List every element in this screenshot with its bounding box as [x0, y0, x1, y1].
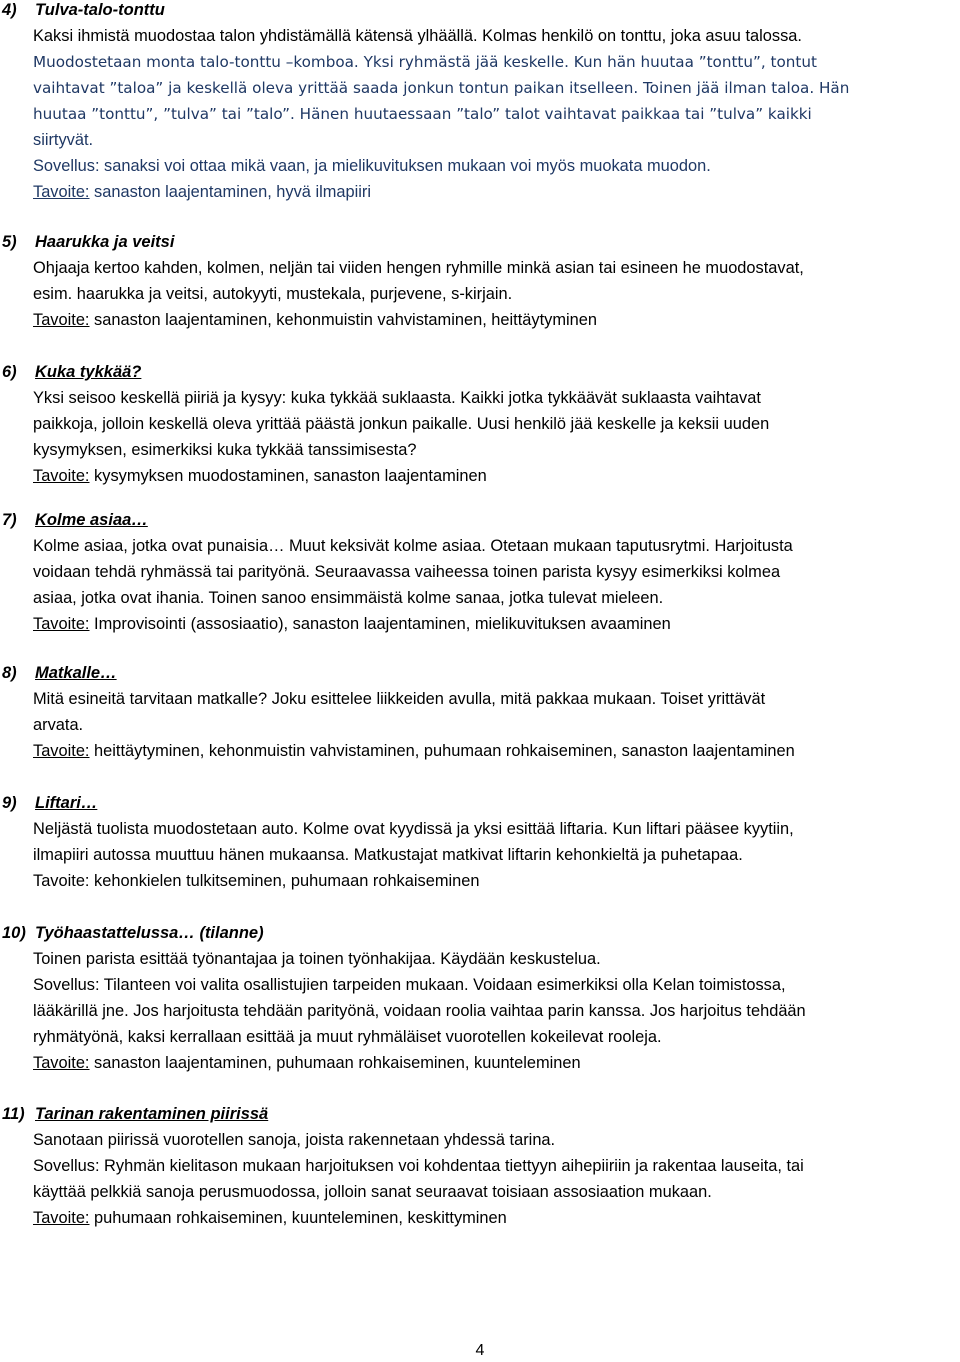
text-line: kysymyksen, esimerkiksi kuka tykkää tanssimisesta? [33, 441, 417, 459]
text-line: voidaan tehdä ryhmässä tai parityönä. Seuraavassa vaiheessa toinen parista kysyy esimerkiksi kolmea [33, 563, 781, 581]
goal-line [33, 1205, 958, 1231]
section-title: Liftari… [35, 794, 98, 812]
goal-label: Tavoite: [33, 1209, 90, 1227]
goal-text: Improvisointi (assosiaatio), sanaston laajentaminen, mielikuvituksen avaaminen [89, 615, 671, 633]
goal-text: puhumaan rohkaiseminen, kuunteleminen, keskittyminen [89, 1209, 507, 1227]
section-title: Matkalle… [35, 664, 117, 682]
section-title: Kolme asiaa… [35, 511, 148, 529]
section-heading [2, 229, 958, 255]
goal-label: Tavoite: [33, 742, 90, 760]
text-line: lääkärillä jne. Jos harjoitusta tehdään parityönä, voidaan roolia vaihtaa parin kanssa. Jos harjoitus tehdään [33, 1002, 806, 1020]
text-line: siirtyvät. [33, 131, 94, 149]
text-line: asiaa, jotka ovat ihania. Toinen sanoo ensimmäistä kolme sanaa, jotka tulevat mieleen. [33, 589, 664, 607]
section-title: Kuka tykkää? [35, 363, 142, 381]
text-line: Toinen parista esittää työnantajaa ja toinen työnhakijaa. Käydään keskustelua. [33, 950, 601, 968]
section-heading [2, 0, 958, 23]
section-number: 11) [2, 1105, 25, 1123]
text-line: ryhmätyönä, kaksi kerrallaan esittää ja muut ryhmäläiset vuorotellen kokeilevat rooleja. [33, 1028, 662, 1046]
section-10 [2, 920, 958, 1076]
section-heading [2, 920, 958, 946]
goal-line [33, 611, 958, 637]
section-6 [2, 359, 958, 489]
text-line: paikkoja, jolloin keskellä oleva yrittää päästä jonkun paikalle. Uusi henkilö jää keskelle ja keksii uuden [33, 415, 770, 433]
text-line: esim. haarukka ja veitsi, autokyyti, mustekala, purjevene, s-kirjain. [33, 285, 513, 303]
section-body [33, 23, 958, 205]
goal-line [33, 463, 958, 489]
goal-text: sanaston laajentaminen, kehonmuistin vahvistaminen, heittäytyminen [89, 311, 597, 329]
text-line: Muodostetaan monta talo-tonttu –komboa. Yksi ryhmästä jää keskelle. Kun hän huutaa ”tonttu”, tontut [33, 53, 817, 71]
goal-text: kysymyksen muodostaminen, sanaston laajentaminen [89, 467, 487, 485]
section-heading [2, 507, 958, 533]
text-line: käyttää pelkkiä sanoja perusmuodossa, jolloin sanat seuraavat toisiaan assosiaation mukaan. [33, 1183, 712, 1201]
goal-label: Tavoite: [33, 183, 90, 201]
section-title: Haarukka ja veitsi [35, 233, 175, 251]
section-number: 6) [2, 363, 17, 381]
goal-text: sanaston laajentaminen, puhumaan rohkaiseminen, kuunteleminen [89, 1054, 581, 1072]
section-body [33, 946, 958, 1076]
text-line: Neljästä tuolista muodostetaan auto. Kolme ovat kyydissä ja yksi esittää liftaria. Kun liftari pääsee kyytiin, [33, 820, 794, 838]
goal-line [33, 307, 958, 333]
section-body [33, 686, 958, 764]
section-title: Tulva-talo-tonttu [35, 1, 165, 19]
section-title: Työhaastattelussa… (tilanne) [35, 924, 264, 942]
section-title: Tarinan rakentaminen piirissä [35, 1105, 269, 1123]
text-line: Kaksi ihmistä muodostaa talon yhdistämällä kätensä ylhäällä. Kolmas henkilö on tonttu, joka asuu talossa. [33, 27, 802, 45]
section-body [33, 1127, 958, 1231]
section-body [33, 533, 958, 637]
text-line: Sanotaan piirissä vuorotellen sanoja, joista rakennetaan yhdessä tarina. [33, 1131, 556, 1149]
goal-label: Tavoite: [33, 1054, 90, 1072]
goal-label: Tavoite: [33, 311, 90, 329]
text-line: huutaa ”tonttu”, ”tulva” tai ”talo”. Hänen huutaessaan ”talo” talot vaihtavat paikkaa tai ”tulva” kaikki [33, 105, 812, 123]
section-body [33, 385, 958, 489]
section-number: 8) [2, 664, 17, 682]
section-number: 9) [2, 794, 17, 812]
section-body [33, 816, 958, 894]
goal-text: sanaston laajentaminen, hyvä ilmapiiri [89, 183, 372, 201]
text-line: Ohjaaja kertoo kahden, kolmen, neljän tai viiden hengen ryhmille minkä asian tai esineen he muodostavat, [33, 259, 804, 277]
goal-line [33, 179, 958, 205]
page-number: 4 [475, 1342, 485, 1359]
goal-label: Tavoite: [33, 467, 90, 485]
goal-text: heittäytyminen, kehonmuistin vahvistaminen, puhumaan rohkaiseminen, sanaston laajentaminen [89, 742, 795, 760]
text-line: arvata. [33, 716, 84, 734]
text-line: Sovellus: Ryhmän kielitason mukaan harjoituksen voi kohdentaa tiettyyn aihepiiriin ja rakentaa lauseita, tai [33, 1157, 804, 1175]
goal-label: Tavoite: [33, 615, 90, 633]
section-number: 7) [2, 511, 17, 529]
text-line: Mitä esineitä tarvitaan matkalle? Joku esittelee liikkeiden avulla, mitä pakkaa mukaan. Toiset yrittävät [33, 690, 766, 708]
section-9 [2, 790, 958, 894]
section-4 [2, 0, 958, 205]
section-number: 4) [2, 1, 17, 19]
goal-text: kehonkielen tulkitseminen, puhumaan rohkaiseminen [89, 872, 480, 890]
section-heading [2, 359, 958, 385]
section-heading [2, 1101, 958, 1127]
section-heading [2, 660, 958, 686]
text-line: Sovellus: sanaksi voi ottaa mikä vaan, ja mielikuvituksen mukaan voi myös muokata muodon. [33, 157, 711, 175]
section-body [33, 255, 958, 333]
section-8 [2, 660, 958, 764]
text-line: Kolme asiaa, jotka ovat punaisia… Muut keksivät kolme asiaa. Otetaan mukaan taputusrytmi. Harjoitusta [33, 537, 793, 555]
goal-line [33, 1050, 958, 1076]
section-7 [2, 507, 958, 637]
goal-line [33, 868, 958, 894]
goal-label: Tavoite: [33, 872, 90, 890]
text-line: Yksi seisoo keskellä piiriä ja kysyy: kuka tykkää suklaasta. Kaikki jotka tykkäävät suklaasta vaihtavat [33, 389, 761, 407]
text-line: ilmapiiri autossa muuttuu hänen mukaansa. Matkustajat matkivat liftarin kehonkieltä ja puhetapaa. [33, 846, 743, 864]
section-heading [2, 790, 958, 816]
section-number: 5) [2, 233, 17, 251]
text-line: Sovellus: Tilanteen voi valita osallistujien tarpeiden mukaan. Voidaan esimerkiksi olla Kelan toimistossa, [33, 976, 786, 994]
section-number: 10) [2, 924, 26, 942]
section-11 [2, 1101, 958, 1231]
section-5 [2, 229, 958, 333]
goal-line [33, 738, 958, 764]
text-line: vaihtavat ”taloa” ja keskellä oleva yrittää saada jonkun tontun paikan itselleen. Toinen jää ilman taloa. Hän [33, 79, 850, 97]
